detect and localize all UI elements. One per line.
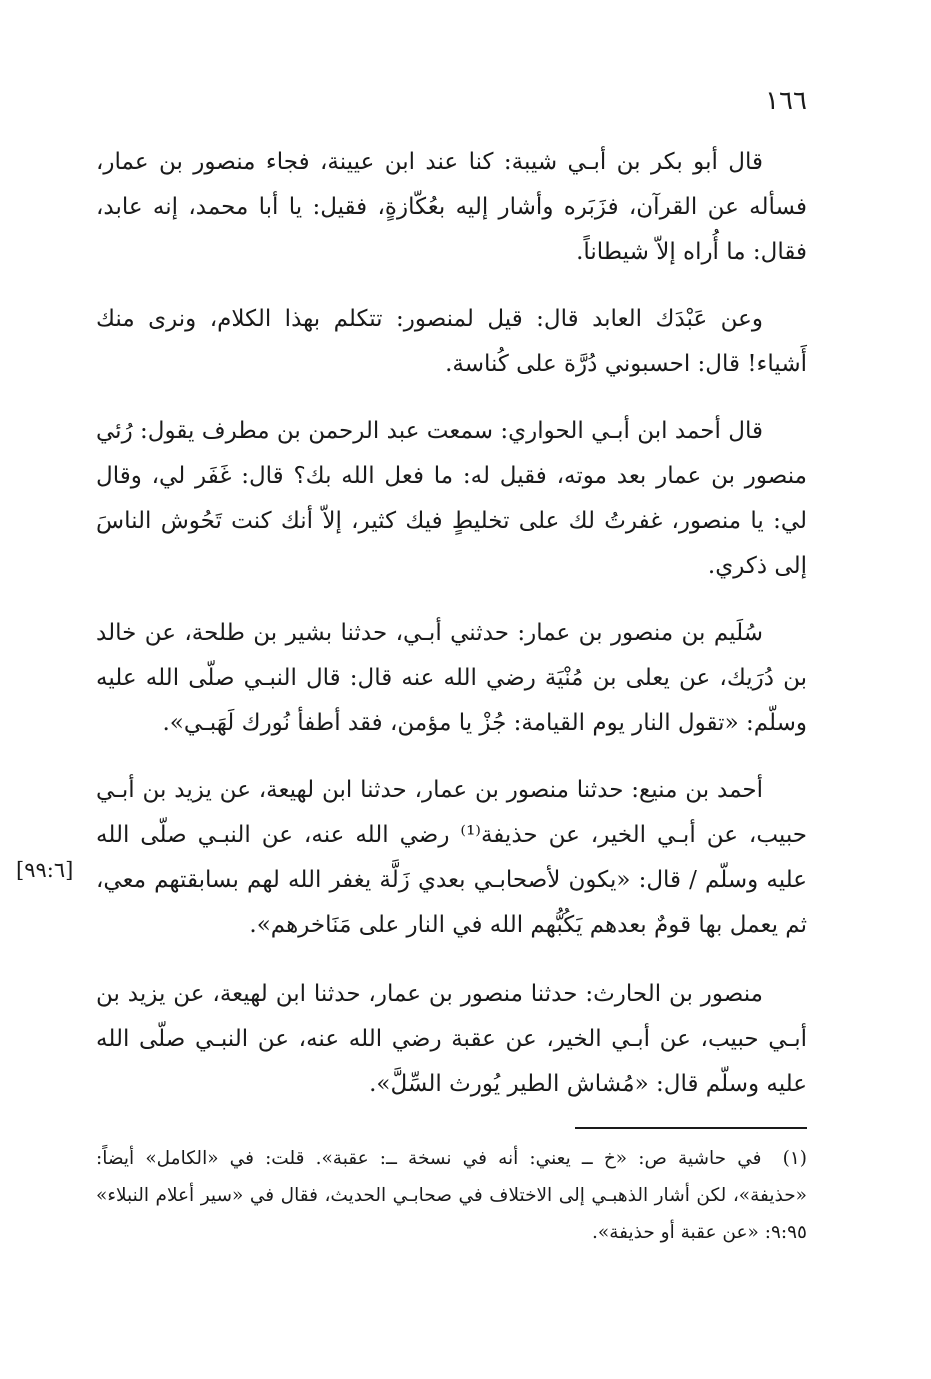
footnote-text: في حاشية ص: «خ ــ يعني: أنه في نسخة ــ: عقبة». قلت: في «الكامل» أيضاً: «حذيفة»، لكن أشار الذهبـي إلى الاختلاف في صحابـي الحديث، فقال في «سير أعلام النبلاء» ٩:٩٥: «عن عقبة أو حذيفة». xyxy=(96,1148,807,1243)
paragraph-6: منصور بن الحارث: حدثنا منصور بن عمار، حدثنا ابن لهيعة، عن يزيد بن أبـي حبيب، عن أبـي الخير، عن عقبة رضي الله عنه، عن النبـي صلّى الله عليه وسلّم قال: «مُشاش الطير يُورث السِّلَّ». xyxy=(96,981,807,1097)
paragraph-2: وعن عَبْدَك العابد قال: قيل لمنصور: تتكلم بهذا الكلام، ونرى منك أَشياء! قال: احسبوني دُرَّة على كُناسة. xyxy=(96,306,807,377)
main-text xyxy=(96,140,807,1129)
footnotes xyxy=(96,1140,807,1251)
paragraph-3: قال أحمد ابن أبـي الحواري: سمعت عبد الرحمن بن مطرف يقول: رُئي منصور بن عمار بعد موته، فقيل له: ما فعل الله بك؟ قال: غَفَر لي، وقال لي: يا منصور، غفرتُ لك على تخليطٍ فيك كثير، إلاّ أنك كنت تَحُوش الناسَ إلى ذكري. xyxy=(96,418,807,579)
footnote-divider xyxy=(575,1127,807,1129)
marginal-page-reference: [٩٩:٦] xyxy=(16,858,74,882)
page-number: ١٦٦ xyxy=(765,86,807,116)
paragraph-5: أحمد بن منيع: حدثنا منصور بن عمار، حدثنا ابن لهيعة، عن يزيد بن أبـي حبيب، عن أبـي الخير، عن حذيفة⁽¹⁾ رضي الله عنه، عن النبـي صلّى الله عليه وسلّم / قال: «يكون لأصحابـي بعدي زَلَّة يغفر الله لهم بسابقتهم معي، ثم يعمل بها قومٌ بعدهم يَكُبُّهم الله في النار على مَنَاخرهم». xyxy=(96,777,807,938)
footnote-marker: (١) xyxy=(782,1148,807,1169)
footnote-1 xyxy=(96,1140,807,1251)
paragraph-1: قال أبو بكر بن أبـي شيبة: كنا عند ابن عيينة، فجاء منصور بن عمار، فسأله عن القرآن، فزَبَره وأشار إليه بعُكّازةٍ، فقيل: يا أبا محمد، إنه عابد، فقال: ما أُراه إلاّ شيطاناً. xyxy=(96,149,807,265)
paragraph-4: سُلَيم بن منصور بن عمار: حدثني أبـي، حدثنا بشير بن طلحة، عن خالد بن دُرَيك، عن يعلى بن مُنْيَة رضي الله عنه قال: قال النبـي صلّى الله عليه وسلّم: «تقول النار يوم القيامة: جُزْ يا مؤمن، فقد أطفأ نُورك لَهَبـي». xyxy=(96,620,807,736)
